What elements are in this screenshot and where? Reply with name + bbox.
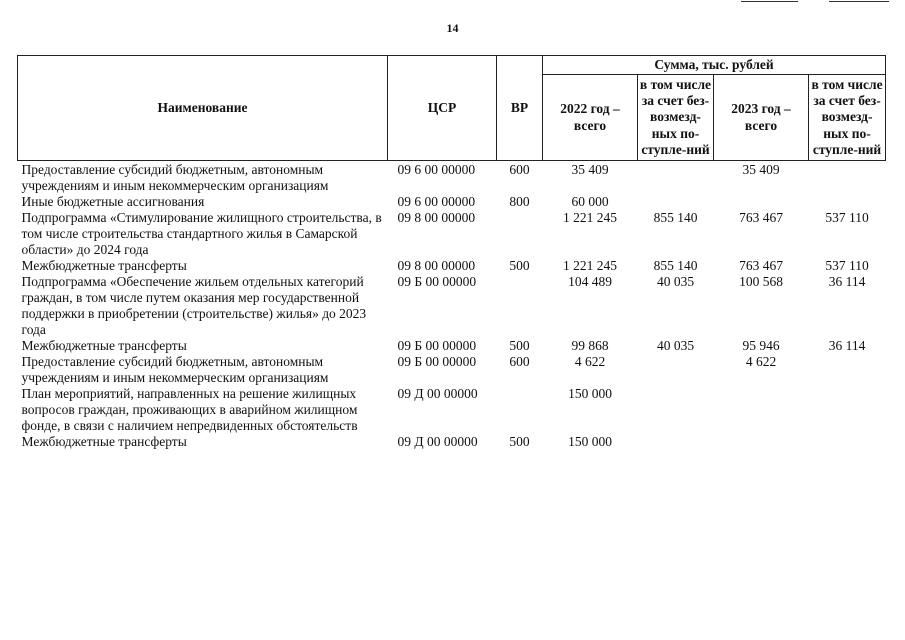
cell-2023-gratuitous xyxy=(809,354,886,386)
cell-csr: 09 Б 00 00000 xyxy=(397,354,477,370)
table-row xyxy=(18,386,886,434)
cell-2022-gratuitous xyxy=(638,434,714,450)
cell-vr: 500 xyxy=(509,258,530,274)
header-vr: ВР xyxy=(497,56,543,161)
cell-2023-total: 763 467 xyxy=(739,210,783,226)
cell-name: Предоставление субсидий бюджетным, автономным учреждениям и иным некоммерческим организациям xyxy=(21,162,329,194)
cell-vr xyxy=(497,386,543,434)
table-row xyxy=(18,210,886,258)
cell-name: План мероприятий, направленных на решение жилищных вопросов граждан, проживающих в аварийном жилищном фонде, в связи с наличием непредвиденных обстоятельств xyxy=(21,386,358,434)
cell-name: Подпрограмма «Обеспечение жильем отдельных категорий граждан, в том числе путем оказания мер государственной поддержки в приобретении (строительстве) жилья» до 2023 года xyxy=(21,274,367,338)
cell-2023-gratuitous: 537 110 xyxy=(825,258,869,274)
cell-2023-gratuitous xyxy=(809,194,886,210)
cell-csr: 09 6 00 00000 xyxy=(397,162,476,178)
header-csr: ЦСР xyxy=(388,56,497,161)
cell-2023-gratuitous xyxy=(809,434,886,450)
cell-csr: 09 6 00 00000 xyxy=(397,194,476,210)
cell-vr: 600 xyxy=(509,162,530,178)
header-2023-gratuitous: в том числе за счет без-возмезд-ных по-ступле-ний xyxy=(809,75,886,161)
cell-2022-gratuitous xyxy=(638,386,714,434)
table-body xyxy=(18,161,886,451)
table-row xyxy=(18,194,886,210)
cell-name: Межбюджетные трансферты xyxy=(21,338,187,354)
cell-csr: 09 Д 00 00000 xyxy=(397,386,478,402)
cell-2022-total: 104 489 xyxy=(568,274,612,290)
cell-csr: 09 8 00 00000 xyxy=(397,210,476,226)
top-right-rule-2 xyxy=(829,1,889,2)
table-header xyxy=(18,56,886,161)
cell-vr: 500 xyxy=(509,434,530,450)
budget-table xyxy=(17,55,886,450)
cell-vr: 500 xyxy=(509,338,530,354)
cell-name: Межбюджетные трансферты xyxy=(21,258,187,274)
cell-2023-gratuitous xyxy=(809,386,886,434)
cell-name: Иные бюджетные ассигнования xyxy=(21,194,205,210)
cell-2023-total: 35 409 xyxy=(742,162,780,178)
cell-2023-total: 4 622 xyxy=(745,354,777,370)
cell-2022-gratuitous xyxy=(638,194,714,210)
table-row xyxy=(18,434,886,450)
table-row xyxy=(18,354,886,386)
cell-2022-total: 150 000 xyxy=(568,434,612,450)
cell-2022-total: 60 000 xyxy=(571,194,609,210)
table-row xyxy=(18,274,886,338)
cell-csr: 09 Б 00 00000 xyxy=(397,338,477,354)
cell-2022-total: 35 409 xyxy=(571,162,609,178)
cell-2022-gratuitous: 855 140 xyxy=(653,210,698,226)
cell-2023-total: 100 568 xyxy=(739,274,783,290)
cell-2023-gratuitous: 36 114 xyxy=(828,274,866,290)
cell-vr: 800 xyxy=(509,194,530,210)
cell-2022-gratuitous: 40 035 xyxy=(656,274,695,290)
cell-2022-gratuitous: 855 140 xyxy=(653,258,698,274)
cell-csr: 09 Д 00 00000 xyxy=(397,434,478,450)
top-right-rule-1 xyxy=(741,1,798,2)
cell-2022-total: 99 868 xyxy=(571,338,609,354)
cell-2022-gratuitous: 40 035 xyxy=(656,338,695,354)
cell-2023-total xyxy=(714,434,809,450)
page-number: 14 xyxy=(446,21,459,35)
cell-2023-total: 95 946 xyxy=(742,338,780,354)
cell-vr xyxy=(497,274,543,338)
cell-2022-total: 150 000 xyxy=(568,386,612,402)
header-2022-gratuitous: в том числе за счет без-возмезд-ных по-ступле-ний xyxy=(638,75,714,161)
cell-2023-gratuitous: 36 114 xyxy=(828,338,866,354)
cell-csr: 09 8 00 00000 xyxy=(397,258,476,274)
header-2022-total: 2022 год – всего xyxy=(543,75,638,161)
cell-2023-total xyxy=(714,194,809,210)
table-row xyxy=(18,161,886,195)
cell-name: Межбюджетные трансферты xyxy=(21,434,187,450)
header-name: Наименование xyxy=(18,56,388,161)
table-row xyxy=(18,338,886,354)
cell-2023-gratuitous xyxy=(809,161,886,195)
cell-2023-gratuitous: 537 110 xyxy=(825,210,869,226)
cell-2022-total: 1 221 245 xyxy=(563,258,617,274)
cell-2022-total: 4 622 xyxy=(574,354,606,370)
cell-2023-total xyxy=(714,386,809,434)
cell-csr: 09 Б 00 00000 xyxy=(397,274,477,290)
table-row xyxy=(18,258,886,274)
cell-2023-total: 763 467 xyxy=(739,258,783,274)
header-sum-group: Сумма, тыс. рублей xyxy=(543,56,886,75)
cell-2022-gratuitous xyxy=(638,161,714,195)
cell-name: Предоставление субсидий бюджетным, автономным учреждениям и иным некоммерческим организациям xyxy=(21,354,329,386)
cell-2022-total: 1 221 245 xyxy=(563,210,617,226)
cell-vr: 600 xyxy=(509,354,530,370)
cell-name: Подпрограмма «Стимулирование жилищного строительства, в том числе строительства стандартного жилья в Самарской области» до 2024 года xyxy=(21,210,382,258)
cell-vr xyxy=(497,210,543,258)
cell-2022-gratuitous xyxy=(638,354,714,386)
header-2023-total: 2023 год – всего xyxy=(714,75,809,161)
